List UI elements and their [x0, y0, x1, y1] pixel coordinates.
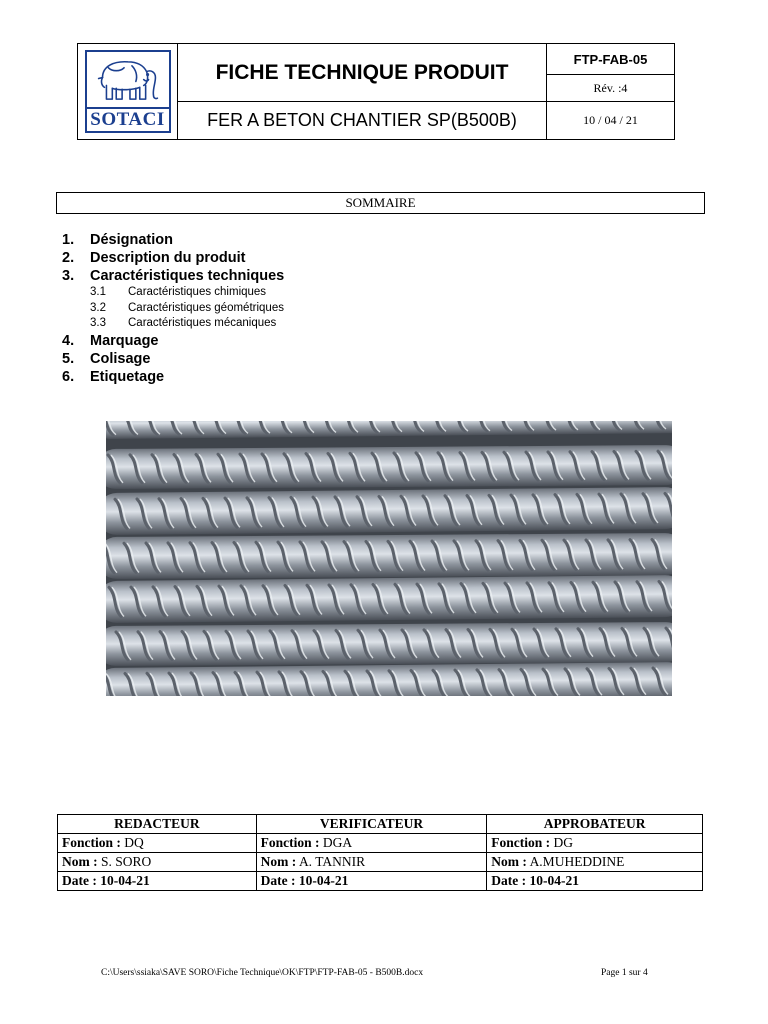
- table-row: [58, 853, 703, 872]
- sotaci-logo: [85, 50, 171, 133]
- document-code: FTP-FAB-05: [547, 44, 674, 75]
- table-row: [58, 834, 703, 853]
- document-subtitle: FER A BETON CHANTIER SP(B500B): [207, 110, 517, 130]
- toc-subitem[interactable]: 3.1 Caractéristiques chimiques: [90, 286, 267, 298]
- document-revision: Rév. :4: [547, 75, 674, 102]
- nom-cell: Nom : A. TANNIR: [256, 853, 487, 872]
- toc-item[interactable]: 4. Marquage: [62, 332, 159, 349]
- logo-cell: [78, 44, 178, 139]
- rebar-illustration: [106, 421, 672, 696]
- toc-item[interactable]: 2. Description du produit: [62, 250, 246, 266]
- rebar-bar: [106, 487, 672, 535]
- fonction-cell: Fonction : DGA: [256, 834, 487, 853]
- document-title: FICHE TECHNIQUE PRODUIT: [178, 44, 546, 102]
- toc-subitem[interactable]: 3.3 Caractéristiques mécaniques: [90, 317, 277, 329]
- rebar-bar: [106, 533, 672, 579]
- reference-cell: [547, 44, 674, 139]
- rebar-bar: [106, 445, 672, 489]
- date-cell: Date : 10-04-21: [487, 872, 703, 891]
- title-cell: [178, 44, 547, 139]
- document-header: [77, 43, 675, 140]
- signature-table: [57, 814, 703, 891]
- table-header-row: [58, 815, 703, 834]
- footer-page-number: Page 1 sur 4: [601, 968, 648, 978]
- nom-cell: Nom : S. SORO: [58, 853, 257, 872]
- column-redacteur: REDACTEUR: [58, 815, 257, 834]
- table-row: [58, 872, 703, 891]
- rebar-photo: [106, 421, 672, 696]
- rebar-bar: [106, 622, 672, 666]
- toc-item[interactable]: 1. Désignation: [62, 232, 173, 248]
- elephant-icon: [92, 56, 164, 105]
- sommaire-heading: SOMMAIRE: [56, 192, 705, 214]
- footer-file-path: C:\Users\ssiaka\SAVE SORO\Fiche Technique\OK\FTP\FTP-FAB-05 - B500B.docx: [101, 968, 424, 978]
- toc-subitem[interactable]: 3.2 Caractéristiques géométriques: [90, 301, 284, 314]
- fonction-cell: Fonction : DQ: [58, 834, 257, 853]
- date-cell: Date : 10-04-21: [58, 872, 257, 891]
- date-cell: Date : 10-04-21: [256, 872, 487, 891]
- fonction-cell: Fonction : DG: [487, 834, 703, 853]
- nom-cell: Nom : A.MUHEDDINE: [487, 853, 703, 872]
- table-of-contents: [62, 231, 662, 386]
- column-approbateur: APPROBATEUR: [487, 815, 703, 834]
- logo-text: SOTACI: [87, 107, 169, 131]
- column-verificateur: VERIFICATEUR: [256, 815, 487, 834]
- rebar-bar: [106, 575, 672, 623]
- document-date: 10 / 04 / 21: [583, 113, 638, 127]
- toc-item[interactable]: 5. Colisage: [62, 350, 151, 367]
- toc-item[interactable]: 3. Caractéristiques techniques: [62, 268, 285, 284]
- toc-item[interactable]: 6. Etiquetage: [62, 368, 165, 385]
